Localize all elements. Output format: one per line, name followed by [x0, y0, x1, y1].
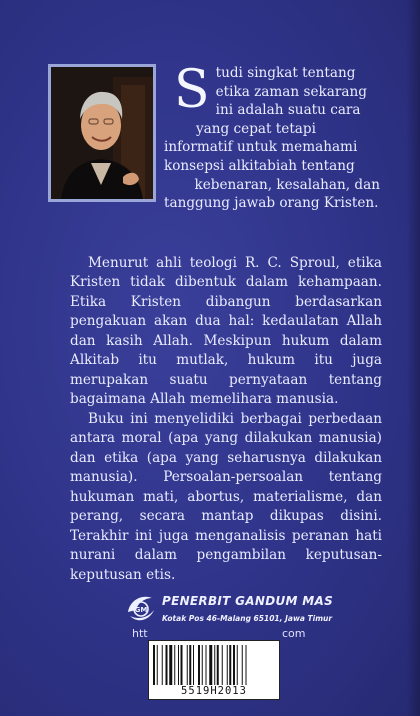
intro-line-8: tanggung jawab orang Kristen. [164, 195, 379, 212]
barcode-bar [222, 645, 223, 685]
intro-line-5: informatif untuk memahami [164, 139, 358, 156]
intro-line-3: ini adalah suatu cara [215, 102, 361, 119]
barcode-bar [242, 645, 243, 685]
barcode-bar [206, 645, 207, 685]
barcode-bar [162, 645, 163, 685]
barcode-bar [181, 645, 183, 685]
paragraph-book-summary: Buku ini menyelidiki berbagai perbedaan antara moral (apa yang dilakukan manusia) dan etika (apa yang seharusnya dilakukan manusia). Persoalan-persoalan tentang hukuman mati, abortus, materialisme, dan perang, secara mantap dikupas disini. Terakhir ini juga menganalisis peranan hati nurani dalam pengambilan keputusan-keputusan etis. [70, 410, 382, 583]
barcode-bar [153, 645, 155, 685]
barcode-bar [202, 645, 203, 685]
barcode-bar [166, 645, 168, 685]
barcode-bar [233, 645, 235, 685]
publisher-logo-icon [124, 590, 158, 624]
intro-paragraph [164, 60, 380, 213]
barcode-bar [198, 645, 200, 685]
paragraph-sproul: Menurut ahli teologi R. C. Sproul, etika Kristen tidak dibentuk dalam kehampaan. Etika Kristen dibangun berdasarkan pengakuan akan dua hal: kedaulatan Allah dan kasih Allah. Meskipun hukum dalam Alkitab itu mutlak, hukum itu juga merupakan suatu pernyataan tentang bagaimana Allah memelihara manusia. [70, 254, 382, 408]
barcode-bar [178, 645, 179, 685]
barcode-bar [214, 645, 215, 685]
barcode-bar [209, 645, 212, 685]
barcode-number: 5519H2013 [181, 685, 247, 697]
barcode [148, 640, 280, 700]
intro-line-6: konsepsi alkitabiah tentang [164, 157, 355, 174]
publisher-url-start: htt [132, 627, 148, 640]
intro-line-7: kebenaran, kesalahan, dan [194, 176, 380, 193]
publisher-logo-text: GM [134, 606, 148, 614]
barcode-bar [246, 645, 247, 685]
barcode-bar [193, 645, 194, 685]
barcode-bar [169, 645, 172, 685]
barcode-bar [229, 645, 231, 685]
intro-line-4: yang cepat tetapi [196, 120, 316, 137]
publisher-name: PENERBIT GANDUM MAS [162, 594, 334, 608]
publisher-url-end: com [282, 627, 306, 640]
page-edge-shadow [406, 0, 420, 716]
barcode-bar [237, 645, 238, 685]
barcode-bar [189, 645, 191, 685]
drop-cap: S [174, 60, 210, 120]
barcode-bar [187, 645, 188, 685]
intro-line-2: etika zaman sekarang [215, 83, 367, 100]
publisher-address: Kotak Pos 46-Malang 65101, Jawa Timur [162, 614, 333, 623]
barcode-bar [157, 645, 158, 685]
barcode-bar [217, 645, 219, 685]
barcode-bar [174, 645, 175, 685]
barcode-bars [153, 645, 275, 685]
intro-line-1: tudi singkat tentang [215, 65, 356, 81]
barcode-bar [227, 645, 228, 685]
author-photo [48, 64, 156, 202]
